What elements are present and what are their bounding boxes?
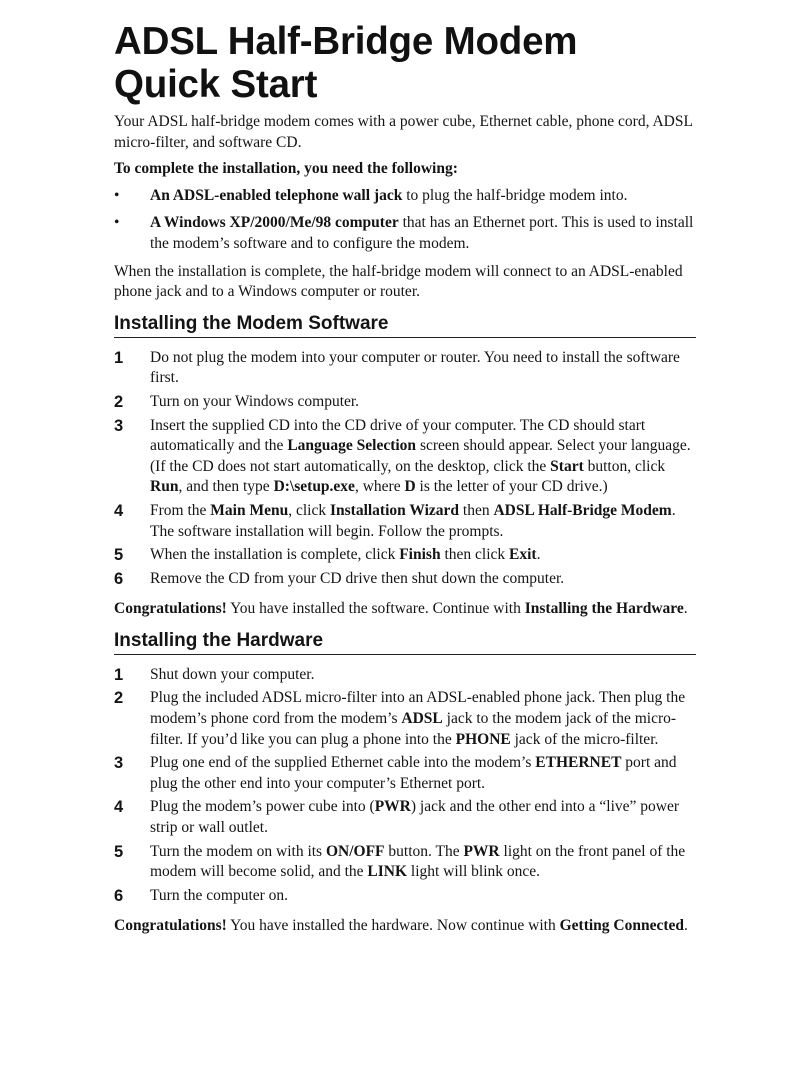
step-text: Turn the modem on with its xyxy=(150,842,326,860)
step-bold: Finish xyxy=(399,546,441,564)
step-bold: D xyxy=(404,478,416,496)
requirement-bold: An ADSL-enabled telephone wall jack xyxy=(150,186,403,204)
step-text: jack to the modem jack of the micro-filter. If you’d like you can plug a phone into the xyxy=(150,710,677,748)
step-item xyxy=(114,665,696,686)
step-bold: ETHERNET xyxy=(535,754,622,772)
bullet-icon: • xyxy=(114,186,120,204)
hardware-section-heading: Installing the Hardware xyxy=(114,629,696,655)
step-bold: Run xyxy=(150,478,179,496)
step-text: , where xyxy=(354,478,405,496)
congrats-next-section: Installing the Hardware xyxy=(524,600,684,618)
step-item xyxy=(114,842,696,883)
step-text: then click xyxy=(440,546,510,564)
step-text: is the letter of your CD drive.) xyxy=(415,478,608,496)
step-text: button. The xyxy=(384,842,464,860)
step-text: , and then type xyxy=(178,478,274,496)
step-bold: Installation Wizard xyxy=(329,501,460,519)
step-item xyxy=(114,392,696,413)
congrats-next-section: Getting Connected xyxy=(559,917,685,935)
step-bold: PWR xyxy=(374,798,411,816)
step-text: Do not plug the modem into your computer or router. You need to install the software first. xyxy=(150,348,680,387)
title-line-2: Quick Start xyxy=(114,63,318,106)
title-line-1: ADSL Half-Bridge Modem xyxy=(114,20,578,63)
step-text: button, click xyxy=(583,457,666,475)
software-section-heading: Installing the Modem Software xyxy=(114,312,696,338)
step-text: . xyxy=(536,546,541,564)
step-number: 2 xyxy=(114,689,124,708)
step-number: 1 xyxy=(114,348,124,367)
step-bold: ADSL Half-Bridge Modem xyxy=(493,501,672,519)
step-text: When the installation is complete, click xyxy=(150,546,400,564)
congrats-end: . xyxy=(684,917,688,935)
requirement-bold: A Windows XP/2000/Me/98 computer xyxy=(150,214,399,232)
step-bold: LINK xyxy=(367,863,408,881)
step-item xyxy=(114,797,696,838)
step-number: 6 xyxy=(114,569,124,588)
step-item xyxy=(114,569,696,590)
requirement-text: that has an Ethernet port. This is used to install the modem’s software and to configure the modem. xyxy=(150,214,694,252)
step-text: Plug the modem’s power cube into ( xyxy=(150,798,375,816)
step-text: Turn the computer on. xyxy=(150,886,289,904)
step-number: 3 xyxy=(114,754,124,773)
bullet-icon: • xyxy=(114,214,120,232)
step-number: 3 xyxy=(114,416,124,435)
step-bold: PWR xyxy=(463,842,500,860)
step-text: Plug one end of the supplied Ethernet cable into the modem’s xyxy=(150,754,536,772)
step-item xyxy=(114,348,696,389)
step-bold: Main Menu xyxy=(210,501,289,519)
step-bold: ON/OFF xyxy=(325,842,385,860)
step-text: ) jack and the other end into a “live” power strip or wall outlet. xyxy=(150,798,680,837)
step-text: light on the front panel of the modem will become solid, and the xyxy=(150,842,686,881)
step-number: 6 xyxy=(114,886,124,905)
step-number: 4 xyxy=(114,798,124,817)
intro-paragraph: Your ADSL half-bridge modem comes with a power cube, Ethernet cable, phone cord, ADSL micro-filter, and software CD. xyxy=(114,113,693,151)
step-item xyxy=(114,416,696,498)
step-text: jack of the micro-filter. xyxy=(510,730,659,748)
list-item xyxy=(114,213,696,254)
step-text: Insert the supplied CD into the CD drive of your computer. The CD should start automatically and the xyxy=(150,416,646,455)
step-text: Turn on your Windows computer. xyxy=(150,392,360,410)
congrats-text: You have installed the software. Continue with xyxy=(226,600,525,618)
step-text: port and plug the other end into your computer’s Ethernet port. xyxy=(150,754,677,792)
step-text: then xyxy=(459,501,494,519)
hardware-steps xyxy=(114,665,696,907)
step-text: Plug the included ADSL micro-filter into an ADSL-enabled phone jack. Then plug the modem’s phone cord from the modem’s xyxy=(150,689,686,728)
step-bold: PHONE xyxy=(455,730,511,748)
completion-note: When the installation is complete, the half-bridge modem will connect to an ADSL-enabled phone jack and to a Windows computer or router. xyxy=(114,262,683,301)
step-text: From the xyxy=(150,501,211,519)
step-text: , click xyxy=(288,501,330,519)
congrats-end: . xyxy=(683,600,688,618)
step-item xyxy=(114,753,696,794)
step-text: Remove the CD from your CD drive then shut down the computer. xyxy=(150,569,565,587)
step-bold: Exit xyxy=(509,546,537,564)
requirements-heading: To complete the installation, you need the following: xyxy=(114,160,458,178)
quick-start-document xyxy=(114,18,696,943)
step-item xyxy=(114,501,696,542)
step-number: 1 xyxy=(114,665,124,684)
step-bold: Language Selection xyxy=(287,437,417,455)
step-number: 5 xyxy=(114,546,124,565)
step-text: light will blink once. xyxy=(407,863,541,881)
step-item xyxy=(114,886,696,907)
step-bold: ADSL xyxy=(401,710,443,728)
step-number: 2 xyxy=(114,392,124,411)
requirements-list xyxy=(114,186,696,255)
congrats-bold: Congratulations! xyxy=(114,600,227,618)
congrats-bold: Congratulations! xyxy=(114,917,227,935)
hardware-congrats xyxy=(114,916,696,937)
step-text: . The software installation will begin. Follow the prompts. xyxy=(150,501,676,540)
software-congrats xyxy=(114,599,696,620)
software-steps xyxy=(114,348,696,590)
step-item xyxy=(114,545,696,566)
step-text: Shut down your computer. xyxy=(150,665,315,683)
requirement-text: to plug the half-bridge modem into. xyxy=(402,186,628,204)
step-bold: Start xyxy=(550,457,584,475)
step-number: 5 xyxy=(114,842,124,861)
document-title xyxy=(114,20,696,106)
list-item xyxy=(114,186,696,207)
congrats-text: You have installed the hardware. Now continue with xyxy=(226,917,560,935)
step-bold: D:\setup.exe xyxy=(273,478,355,496)
step-text: screen should appear. Select your language. (If the CD does not start automatically, on the desktop, click the xyxy=(150,437,691,475)
step-item xyxy=(114,688,696,750)
step-number: 4 xyxy=(114,501,124,520)
